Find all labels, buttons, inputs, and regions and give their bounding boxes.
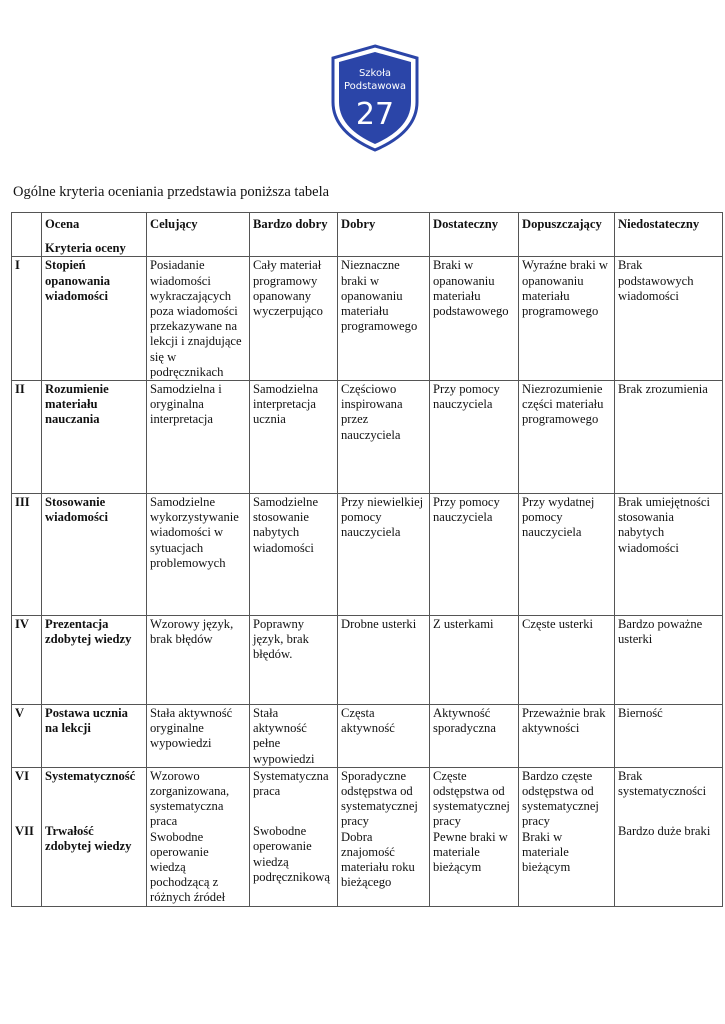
table-cell: Braki w opanowaniu materiału podstawowego [430, 257, 519, 381]
table-cell [147, 767, 250, 906]
table-cell: Cały materiał programowy opanowany wyczerpująco [250, 257, 338, 381]
row-criterion: Stopień opanowania wiadomości [42, 257, 147, 381]
table-cell [519, 767, 615, 906]
table-cell: Nieznaczne braki w opanowaniu materiału programowego [338, 257, 430, 381]
logo-line2: Podstawowa [343, 81, 407, 92]
table-cell: Częste usterki [519, 616, 615, 705]
header-grade-dopuszczajacy: Dopuszczający [519, 213, 615, 257]
table-cell: Przeważnie brak aktywności [519, 705, 615, 768]
grading-table [11, 212, 723, 907]
row-number: IV [12, 616, 42, 705]
table-cell [338, 767, 430, 906]
table-cell: Brak podstawowych wiadomości [615, 257, 723, 381]
row-criterion: Prezentacja zdobytej wiedzy [42, 616, 147, 705]
table-cell: Samodzielne wykorzystywanie wiadomości w sytuacjach problemowych [147, 494, 250, 616]
table-cell: Częściowo inspirowana przez nauczyciela [338, 381, 430, 494]
table-cell: Samodzielna interpretacja ucznia [250, 381, 338, 494]
intro-text: Ogólne kryteria oceniania przedstawia poniższa tabela [13, 184, 330, 200]
table-cell: Samodzielna i oryginalna interpretacja [147, 381, 250, 494]
cell-text-b: Dobra znajomość materiału roku bieżącego [341, 829, 415, 890]
logo-number: 27 [355, 97, 395, 132]
row-criterion: Trwałość zdobytej wiedzy [45, 824, 132, 854]
table-cell: Wzorowy język, brak błędów [147, 616, 250, 705]
row-criterion: Rozumienie materiału nauczania [42, 381, 147, 494]
row-number: VII [15, 824, 34, 839]
table-cell: Bardzo poważne usterki [615, 616, 723, 705]
cell-text-b: Swobodne operowanie wiedzą podręcznikową [253, 824, 330, 884]
table-row [12, 616, 723, 705]
table-cell [615, 767, 723, 906]
row-criterion: Stosowanie wiadomości [42, 494, 147, 616]
table-cell: Częsta aktywność [338, 705, 430, 768]
header-criteria-cell [42, 213, 147, 257]
header-row [12, 213, 723, 257]
table-cell: Wyraźne braki w opanowaniu materiału programowego [519, 257, 615, 381]
header-grade-bardzo-dobry: Bardzo dobry [250, 213, 338, 257]
table-cell: Przy niewielkiej pomocy nauczyciela [338, 494, 430, 616]
cell-text-b: Swobodne operowanie wiedzą pochodzącą z różnych źródeł [150, 829, 226, 905]
table-cell: Bierność [615, 705, 723, 768]
row-criterion-merged [42, 767, 147, 906]
row-number: III [12, 494, 42, 616]
table-row-merged [12, 767, 723, 906]
table-cell: Brak zrozumienia [615, 381, 723, 494]
header-grade-dobry: Dobry [338, 213, 430, 257]
cell-text-a: Wzorowo zorganizowana, systematyczna praca [150, 768, 230, 829]
row-number: VI [15, 768, 29, 783]
table-row [12, 381, 723, 494]
row-number: I [12, 257, 42, 381]
header-ocena: Ocena [45, 217, 80, 231]
table-cell: Poprawny język, brak błędów. [250, 616, 338, 705]
table-row [12, 494, 723, 616]
table-cell: Przy pomocy nauczyciela [430, 381, 519, 494]
header-num-cell [12, 213, 42, 257]
row-number: II [12, 381, 42, 494]
row-criterion: Postawa ucznia na lekcji [42, 705, 147, 768]
table-row [12, 257, 723, 381]
header-grade-niedostateczny: Niedostateczny [615, 213, 723, 257]
row-number-merged [12, 767, 42, 906]
cell-text-a: Bardzo częste odstępstwa od systematycznej pracy [522, 768, 599, 829]
table-cell: Przy pomocy nauczyciela [430, 494, 519, 616]
cell-text-a: Brak systematyczności [618, 768, 707, 799]
table-cell: Aktywność sporadyczna [430, 705, 519, 768]
row-number: V [12, 705, 42, 768]
row-criterion: Systematyczność [45, 768, 136, 783]
table-cell: Posiadanie wiadomości wykraczających poza wiadomości przekazywane na lekcji i znajdujące się w podręcznikach [147, 257, 250, 381]
cell-text-a: Częste odstępstwa od systematycznej pracy [433, 768, 510, 829]
table-cell: Stała aktywność oryginalne wypowiedzi [147, 705, 250, 768]
cell-text-a: Sporadyczne odstępstwa od systematycznej pracy [341, 768, 418, 829]
header-grade-celujacy: Celujący [147, 213, 250, 257]
grading-table-wrap [11, 212, 722, 905]
table-cell [250, 767, 338, 906]
table-cell [430, 767, 519, 906]
cell-text-b: Pewne braki w materiale bieżącym [433, 829, 508, 875]
table-row [12, 705, 723, 768]
cell-text-b: Bardzo duże braki [618, 824, 711, 839]
table-cell: Niezrozumienie części materiału programowego [519, 381, 615, 494]
header-kryteria: Kryteria oceny [45, 241, 126, 256]
logo-line1: Szkoła [358, 68, 392, 79]
header-grade-dostateczny: Dostateczny [430, 213, 519, 257]
school-logo [329, 44, 421, 152]
cell-text-b: Braki w materiale bieżącym [522, 829, 571, 875]
table-cell: Przy wydatnej pomocy nauczyciela [519, 494, 615, 616]
table-cell: Drobne usterki [338, 616, 430, 705]
table-cell: Stała aktywność pełne wypowiedzi [250, 705, 338, 768]
cell-text-a: Systematyczna praca [253, 768, 329, 799]
table-cell: Samodzielne stosowanie nabytych wiadomości [250, 494, 338, 616]
table-cell: Z usterkami [430, 616, 519, 705]
table-cell: Brak umiejętności stosowania nabytych wiadomości [615, 494, 723, 616]
